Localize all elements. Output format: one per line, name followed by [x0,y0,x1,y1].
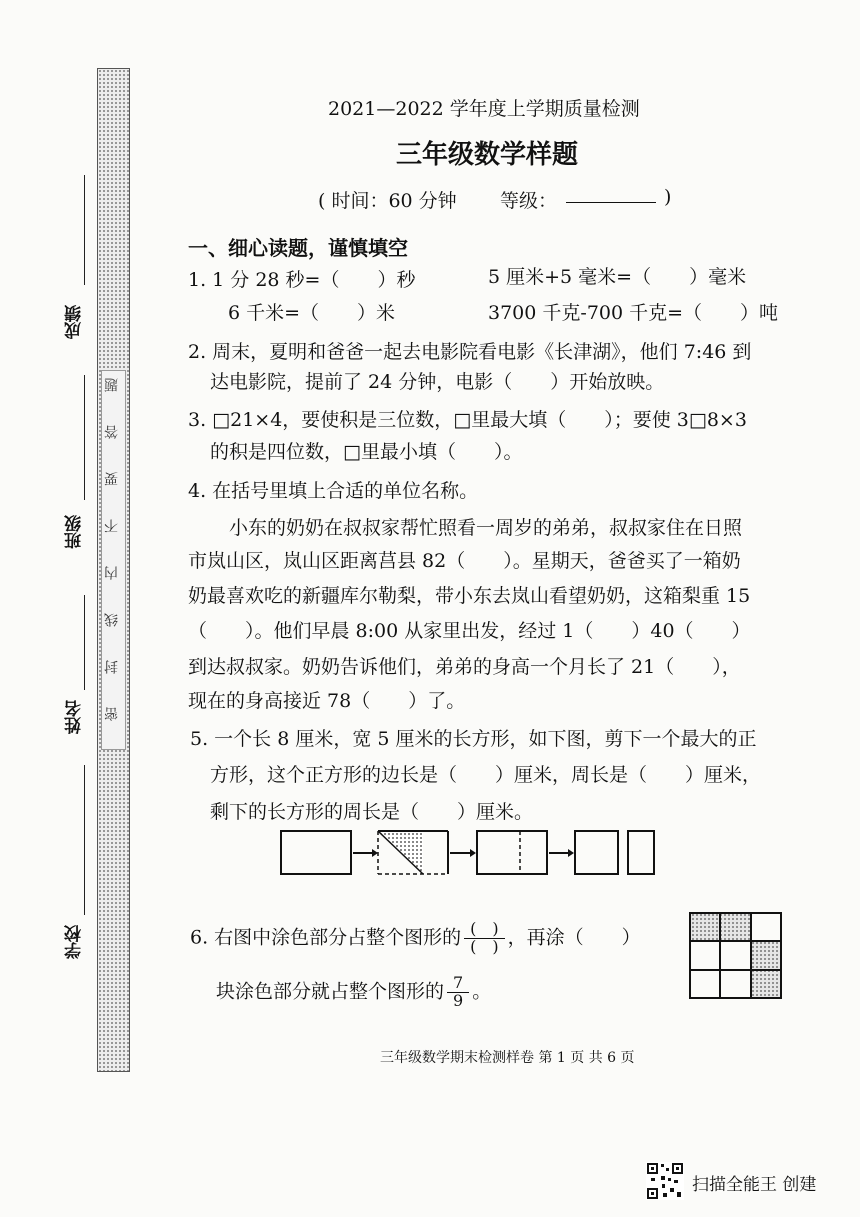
cut-square [575,831,618,874]
binding-notice-char: 密 [104,707,120,721]
q4-line: 小东的奶奶在叔叔家帮忙照看一周岁的弟弟，叔叔家住在日照 [229,517,743,539]
q5-line: 方形，这个正方形的边长是（ ）厘米，周长是（ ）厘米， [210,764,762,786]
q2-line: 达电影院，提前了 24 分钟，电影（ ）开始放映。 [210,371,665,393]
q4-line: 市岚山区，岚山区距离莒县 82（ ）。星期天，爸爸买了一箱奶 [188,550,741,572]
q3-line: 的积是四位数，□里最小填（ ）。 [210,441,523,463]
score-label: 成绩 [65,305,85,339]
q6-blank-fraction: $\frac{( )}{( )}$ [464,921,505,956]
q4-line: 4. 在括号里填上合适的单位名称。 [188,480,479,502]
q1-item-b: 5 厘米+5 毫米=（ ）毫米 [488,266,747,288]
remaining-rectangle [628,831,654,874]
q3-line: 3. □21×4，要使积是三位数，□里最大填（ ）；要使 3□8×3 [188,409,747,431]
name-line [84,595,85,690]
name-label: 姓名 [65,700,85,734]
q4-line: 到达叔叔家。奶奶告诉他们，弟弟的身高一个月长了 21（ ）， [188,656,741,678]
q2-line: 2. 周末，夏明和爸爸一起去电影院看电影《长津湖》，他们 7:46 到 [188,341,752,363]
q6-line [190,921,641,956]
binding-notice-char: 答 [104,425,120,439]
folded-rectangle [378,831,448,874]
q1-item-d: 3700 千克-700 千克=（ ）吨 [488,302,779,324]
binding-notice-char: 不 [104,519,120,533]
scanner-watermark: 扫描全能王 创建 [692,1175,817,1195]
q4-line: （ ）。他们早晨 8:00 从家里出发，经过 1（ ）40（ ） [188,620,751,642]
binding-notice-char: 线 [104,613,120,627]
meta-close: ) [664,186,672,208]
q5-line: 5. 一个长 8 厘米，宽 5 厘米的长方形，如下图，剪下一个最大的正 [190,728,757,750]
time-limit: ( 时间：60 分钟 [318,190,457,212]
exam-title: 三年级数学样题 [396,140,579,170]
q4-line: 奶最喜欢吃的新疆库尔勒梨，带小东去岚山看望奶奶，这箱梨重 15 [188,585,751,607]
q5-line: 剩下的长方形的周长是（ ）厘米。 [210,801,534,823]
section-heading: 一、细心读题，谨慎填空 [188,236,408,260]
school-line [84,765,85,915]
q6-target-fraction: $\frac{7}{9}$ [447,975,469,1010]
binding-notice-char: 封 [104,660,120,674]
q6-text: 块涂色部分就占整个图形的 [216,980,445,1003]
page-footer: 三年级数学期末检测样卷 第 1 页 共 6 页 [380,1050,635,1066]
exam-subtitle: 2021—2022 学年度上学期质量检测 [328,98,640,120]
grade-blank [566,184,656,203]
binding-notice-char: 题 [104,378,120,392]
rectangle-cut-diagram [272,825,662,880]
class-label: 班级 [65,515,85,549]
q1-item-c: 6 千米=（ ）米 [228,302,396,324]
original-rectangle [281,831,351,874]
q1-item-a: 1. 1 分 28 秒=（ ）秒 [188,269,416,291]
marked-rectangle [477,831,547,874]
class-line [84,375,85,500]
shaded-grid-figure [688,910,786,1002]
q6-text: 6. 右图中涂色部分占整个图形的 [190,926,462,949]
q6-line: 块涂色部分就占整个图形的 $\frac{7}{9}$ 。 [216,973,492,1010]
grade-label: 等级： [500,190,558,212]
score-line [84,175,85,285]
q4-line: 现在的身高接近 78（ ）了。 [188,690,466,712]
qr-code-icon [646,1162,684,1200]
binding-notice-char: 内 [104,566,120,580]
school-label: 学校 [65,925,85,959]
binding-notice-char: 要 [104,472,120,486]
q6-text: ，再涂（ ） [507,926,641,949]
